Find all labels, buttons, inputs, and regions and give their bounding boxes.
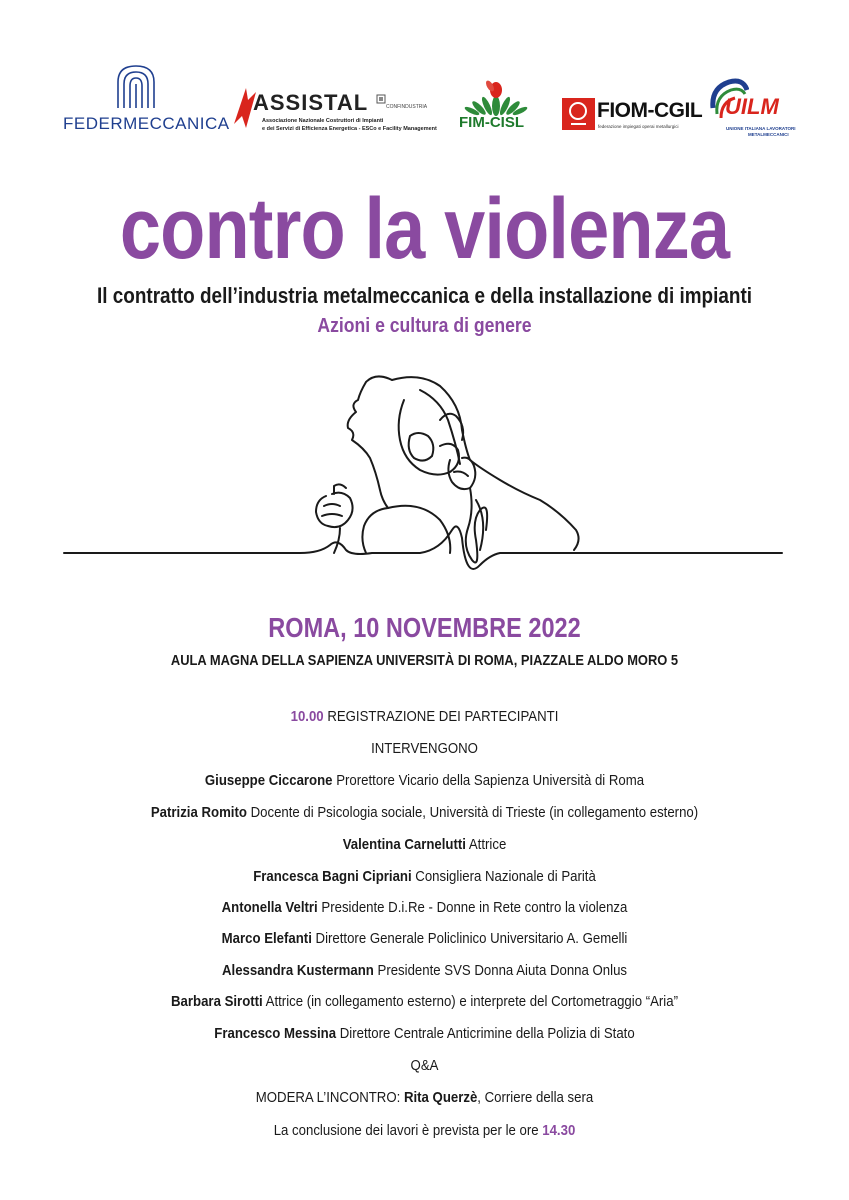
federmeccanica-emblem-icon: [112, 62, 160, 110]
confindustria-icon: [376, 94, 386, 104]
speaker-row: [51, 899, 798, 916]
confindustria-mark: [376, 94, 386, 104]
moderator-line: [51, 1089, 798, 1106]
assistal-subtitle-2: e dei Servizi di Efficienza Energetica - ESCo e Facility Management: [262, 126, 437, 132]
speaker-name: Barbara Sirotti: [171, 993, 263, 1010]
fiom-cgil-subtitle: federazione impiegati operai metallurgici: [598, 124, 679, 129]
fiom-cgil-wordmark: FIOM-CGIL: [597, 99, 703, 122]
speaker-name: Francesca Bagni Cipriani: [253, 868, 412, 885]
page-subtitle: Il contratto dell’industria metalmeccanica e della installazione di impianti: [96, 283, 753, 308]
uilm-subtitle-2: METALMECCANICI: [748, 132, 789, 137]
event-date-location: ROMA, 10 NOVEMBRE 2022: [268, 612, 581, 643]
speaker-role: Direttore Centrale Anticrimine della Polizia di Stato: [336, 1025, 635, 1042]
qa-label: Q&A: [410, 1057, 439, 1074]
speaker-row: [51, 836, 798, 853]
event-venue: AULA MAGNA DELLA SAPIENZA UNIVERSITÀ DI ROMA, PIAZZALE ALDO MORO 5: [170, 652, 679, 669]
assistal-subtitle-1: Associazione Nazionale Costruttori di Impianti: [262, 118, 384, 124]
fim-cisl-mark: [463, 76, 529, 116]
speaker-role: Docente di Psicologia sociale, Università di Trieste (in collegamento esterno): [246, 804, 699, 821]
speaker-name: Marco Elefanti: [221, 930, 312, 947]
speaker-name: Antonella Veltri: [221, 899, 318, 916]
speaker-name: Francesco Messina: [214, 1025, 337, 1042]
federmeccanica-wordmark: FEDERMECCANICA: [63, 114, 230, 133]
registration-line: [51, 708, 798, 725]
speaker-role: Presidente SVS Donna Aiuta Donna Onlus: [373, 962, 628, 979]
screaming-woman-line-art-icon: [0, 360, 849, 590]
speaker-role: Prorettore Vicario della Sapienza Università di Roma: [332, 772, 645, 789]
registration-time: 10.00: [290, 708, 324, 725]
speaker-role: Consigliera Nazionale di Parità: [411, 868, 596, 885]
registration-text: REGISTRAZIONE DEI PARTECIPANTI: [323, 708, 559, 725]
page-title: contro la violenza: [119, 181, 730, 277]
speaker-name: Patrizia Romito: [150, 804, 247, 821]
speaker-role: Attrice (in collegamento esterno) e interprete del Cortometraggio “Aria”: [262, 993, 678, 1010]
speaker-row: [51, 804, 798, 821]
speaker-row: [51, 993, 798, 1010]
fim-cisl-wordmark: FIM-CISL: [459, 114, 524, 131]
speaker-name: Alessandra Kustermann: [221, 962, 374, 979]
speaker-name: Giuseppe Ciccarone: [204, 772, 333, 789]
flower-icon: [463, 76, 529, 116]
speaker-role: Direttore Generale Policlinico Universitario A. Gemelli: [311, 930, 628, 947]
speaker-name: Valentina Carnelutti: [342, 836, 466, 853]
closing-time: 14.30: [542, 1122, 576, 1139]
moderator-prefix: MODERA L’INCONTRO:: [255, 1089, 404, 1106]
speaker-row: [51, 1025, 798, 1042]
closing-line: [51, 1122, 798, 1139]
line-art-illustration: [0, 360, 849, 590]
uilm-wordmark: UILM: [725, 94, 779, 119]
fiom-cgil-mark: [562, 98, 595, 130]
speaker-row: [51, 868, 798, 885]
federmeccanica-logo: [112, 62, 160, 110]
speaker-role: Attrice: [465, 836, 507, 853]
closing-text: La conclusione dei lavori è prevista per le ore: [273, 1122, 543, 1139]
speaker-role: Presidente D.i.Re - Donne in Rete contro la violenza: [317, 899, 628, 916]
speaker-row: [51, 930, 798, 947]
fiom-badge-icon: [562, 98, 595, 130]
assistal-confindustria: CONFINDUSTRIA: [386, 104, 428, 110]
assistal-wordmark: ASSISTAL: [253, 90, 369, 115]
moderator-name: Rita Querzè: [403, 1089, 478, 1106]
speaker-row: [51, 962, 798, 979]
speaker-row: [51, 772, 798, 789]
moderator-affiliation: , Corriere della sera: [477, 1089, 594, 1106]
uilm-subtitle-1: UNIONE ITALIANA LAVORATORI: [726, 126, 796, 131]
page-tagline: Azioni e cultura di genere: [317, 315, 532, 337]
intervengono-heading: INTERVENGONO: [371, 740, 478, 757]
